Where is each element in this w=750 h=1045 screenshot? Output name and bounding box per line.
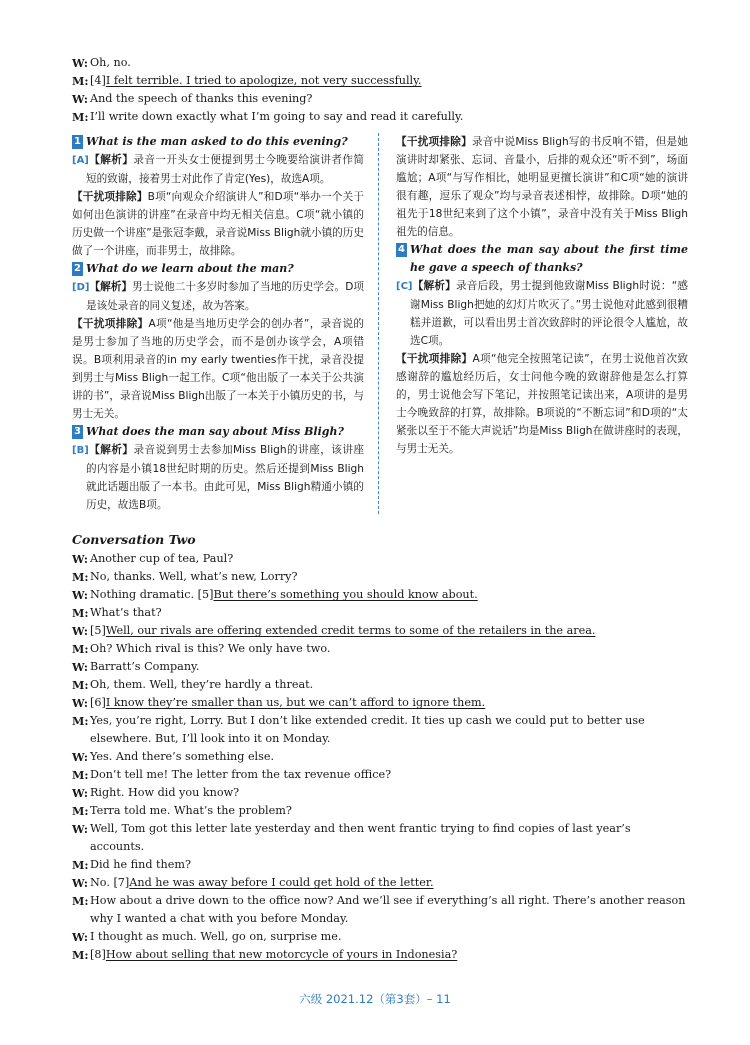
conversation-two-title: Conversation Two — [72, 532, 196, 547]
dialogue-line — [72, 72, 688, 90]
dialogue-text: Yes. And there’s something else. — [90, 750, 275, 763]
speaker-label: W : — [72, 874, 88, 892]
question-2 — [72, 260, 364, 423]
question-text: What do we learn about the man? — [86, 262, 294, 275]
question-text: What does the man say about Miss Bligh? — [86, 425, 344, 438]
question-number-badge: 1 — [72, 135, 83, 149]
key-sentence-underline: Well, our rivals are offering extended credit terms to some of the retailers in the area. — [105, 624, 596, 637]
dialogue-line — [72, 604, 688, 622]
page-footer: 六级 2021.12（第3套）– 11 — [299, 992, 451, 1006]
speaker-label: M : — [72, 802, 89, 820]
speaker-label: M : — [72, 72, 89, 90]
question-text: What does the man say about the first time he gave a speech of thanks? — [410, 243, 688, 274]
dialogue-line — [72, 856, 688, 874]
speaker-label: W : — [72, 90, 88, 108]
speaker-label: M : — [72, 604, 89, 622]
dialogue-text: Well, Tom got this letter late yesterday and then went frantic trying to find copies of last year’s accounts. — [90, 822, 631, 853]
speaker-label: W : — [72, 784, 88, 802]
conversation-two — [72, 550, 688, 964]
dialogue-text: [8] — [90, 948, 106, 961]
dialogue-line — [72, 748, 688, 766]
page-content — [72, 54, 688, 964]
key-sentence-underline: How about selling that new motorcycle of yours in Indonesia? — [105, 948, 458, 961]
dialogue-line — [72, 946, 688, 964]
dialogue-line — [72, 108, 688, 126]
dialogue-text: [6] — [90, 696, 106, 709]
speaker-label: W : — [72, 586, 88, 604]
dialogue-text: Oh, them. Well, they’re hardly a threat. — [90, 678, 314, 691]
dialogue-line — [72, 874, 688, 892]
dialogue-text: Another cup of tea, Paul? — [90, 552, 234, 565]
question-3-continued — [396, 133, 688, 241]
dialogue-text: No. [7] — [90, 876, 130, 889]
key-sentence-underline: I know they’re smaller than us, but we can’t afford to ignore them. — [105, 696, 486, 709]
answer-tag: [D] — [72, 282, 90, 293]
dialogue-line — [72, 712, 688, 748]
dialogue-line — [72, 54, 688, 72]
dialogue-text: Don’t tell me! The letter from the tax revenue office? — [90, 768, 392, 781]
dialogue-text: Oh? Which rival is this? We only have two. — [90, 642, 331, 655]
speaker-label: M : — [72, 892, 89, 910]
dialogue-text: [4] — [90, 74, 106, 87]
question-1 — [72, 133, 364, 260]
dialogue-text: [5] — [90, 624, 106, 637]
analysis-right-column — [396, 133, 688, 514]
answer-explanation: [A]【解析】录音一开头女士便提到男士今晚要给演讲者作简短的致谢，接着男士对此作了肯定(Yes)，故选A项。 — [72, 154, 365, 185]
dialogue-line — [72, 622, 688, 640]
dialogue-line — [72, 928, 688, 946]
speaker-label: W : — [72, 694, 88, 712]
analysis-columns — [72, 133, 688, 514]
question-number-badge: 4 — [396, 243, 407, 257]
distractor-explanation: 【干扰项排除】A项“他是当地历史学会的创办者”，录音说的是男士参加了当地的历史学会，而不是创办该学会，A项错误。B项利用录音的in my early twenties作干扰，录音没提到男士与Miss Bligh一起工作。C项“他出版了一本关于公共演讲的书”，录音说Miss Bligh出版了一本关于小镇历史的书，与男士无关。 — [72, 318, 364, 420]
speaker-label: M : — [72, 712, 89, 730]
distractor-explanation: 【干扰项排除】录音中说Miss Bligh写的书反响不错，但是她演讲时却紧张、忘词、音量小，后排的观众还“听不到”，场面尴尬；A项“与写作相比，她明显更擅长演讲”和C项“她的演讲很有趣，逗乐了观众”均与录音表述相悖，故排除。D项“她的祖先于18世纪来到了这个小镇”，录音中没有关于Miss Bligh祖先的信息。 — [396, 136, 688, 238]
dialogue-line — [72, 802, 688, 820]
answer-explanation: [C]【解析】录音后段，男士提到他致谢Miss Bligh时说：“感谢Miss Bligh把她的幻灯片吹灭了。”男士说他对此感到很糟糕并道歉，可以看出男士首次致辞时的评论很令人尴尬，故选C项。 — [396, 280, 689, 347]
distractor-explanation: 【干扰项排除】B项“向观众介绍演讲人”和D项“举办一个关于如何出色演讲的讲座”在录音中均无相关信息。C项“就小镇的历史做一个讲座”是张冠李戴，录音说Miss Bligh就小镇的历史做了一个讲座，而非男士，故排除。 — [72, 191, 365, 257]
dialogue-line — [72, 694, 688, 712]
speaker-label: M : — [72, 640, 89, 658]
dialogue-text: Nothing dramatic. [5] — [90, 588, 214, 601]
dialogue-text: Right. How did you know? — [90, 786, 240, 799]
speaker-label: W : — [72, 550, 88, 568]
speaker-label: W : — [72, 748, 88, 766]
analysis-left-column — [72, 133, 364, 514]
answer-tag: [C] — [396, 281, 413, 292]
speaker-label: M : — [72, 676, 89, 694]
speaker-label: M : — [72, 108, 89, 126]
answer-explanation: [D]【解析】男士说他二十多岁时参加了当地的历史学会。D项是该处录音的同义复述，故为答案。 — [72, 281, 365, 312]
key-sentence-underline: And he was away before I could get hold of the letter. — [129, 876, 434, 889]
speaker-label: M : — [72, 856, 89, 874]
question-text: What is the man asked to do this evening? — [86, 135, 348, 148]
dialogue-text: And the speech of thanks this evening? — [90, 92, 313, 105]
speaker-label: W : — [72, 928, 88, 946]
dialogue-line — [72, 568, 688, 586]
dialogue-text: Did he find them? — [90, 858, 191, 871]
question-3 — [72, 423, 364, 514]
distractor-explanation: 【干扰项排除】A项“他完全按照笔记读”，在男士说他首次致感谢辞的尴尬经历后，女士问他今晚的致谢辞他是怎么打算的，男士说他会写下笔记，并按照笔记读出来，A项讲的是男士今晚致辞的打算，故排除。B项说的“不断忘词”和D项的“太紧张以至于不能大声说话”均是Miss Bligh在做讲座时的表现，与男士无关。 — [396, 353, 688, 455]
dialogue-text: I thought as much. Well, go on, surprise me. — [90, 930, 342, 943]
dialogue-line — [72, 766, 688, 784]
speaker-label: W : — [72, 658, 88, 676]
dialogue-text: What’s that? — [90, 606, 162, 619]
key-sentence-underline: I felt terrible. I tried to apologize, not very successfully. — [105, 74, 422, 87]
dialogue-line — [72, 676, 688, 694]
dialogue-line — [72, 550, 688, 568]
dialogue-text: Terra told me. What’s the problem? — [90, 804, 292, 817]
conversation-one-tail — [72, 54, 688, 126]
answer-tag: [A] — [72, 155, 89, 166]
speaker-label: M : — [72, 766, 89, 784]
speaker-label: M : — [72, 568, 89, 586]
question-4 — [396, 241, 688, 458]
answer-explanation: [B]【解析】录音说到男士去参加Miss Bligh的讲座，该讲座的内容是小镇18世纪时期的历史。然后还提到Miss Bligh就此话题出版了一本书。由此可见，Miss Bligh精通小镇的历史，故选B项。 — [72, 444, 364, 511]
column-divider — [378, 133, 379, 514]
dialogue-line — [72, 784, 688, 802]
dialogue-line — [72, 820, 688, 856]
key-sentence-underline: But there’s something you should know about. — [213, 588, 478, 601]
dialogue-line — [72, 892, 688, 928]
question-number-badge: 2 — [72, 262, 83, 276]
dialogue-text: I’ll write down exactly what I’m going to say and read it carefully. — [90, 110, 464, 123]
dialogue-line — [72, 586, 688, 604]
speaker-label: W : — [72, 54, 88, 72]
answer-tag: [B] — [72, 445, 89, 456]
dialogue-text: No, thanks. Well, what’s new, Lorry? — [90, 570, 298, 583]
dialogue-text: Yes, you’re right, Lorry. But I don’t like extended credit. It ties up cash we could put to better use elsewhere. But, I’ll look into it on Monday. — [90, 714, 645, 745]
dialogue-text: Oh, no. — [90, 56, 131, 69]
dialogue-text: How about a drive down to the office now? And we’ll see if everything’s all right. There’s another reason why I wanted a chat with you before Monday. — [90, 894, 686, 925]
dialogue-text: Barratt’s Company. — [90, 660, 200, 673]
question-number-badge: 3 — [72, 425, 83, 439]
dialogue-line — [72, 640, 688, 658]
speaker-label: M : — [72, 946, 89, 964]
dialogue-line — [72, 90, 688, 108]
speaker-label: W : — [72, 820, 88, 838]
dialogue-line — [72, 658, 688, 676]
speaker-label: W : — [72, 622, 88, 640]
